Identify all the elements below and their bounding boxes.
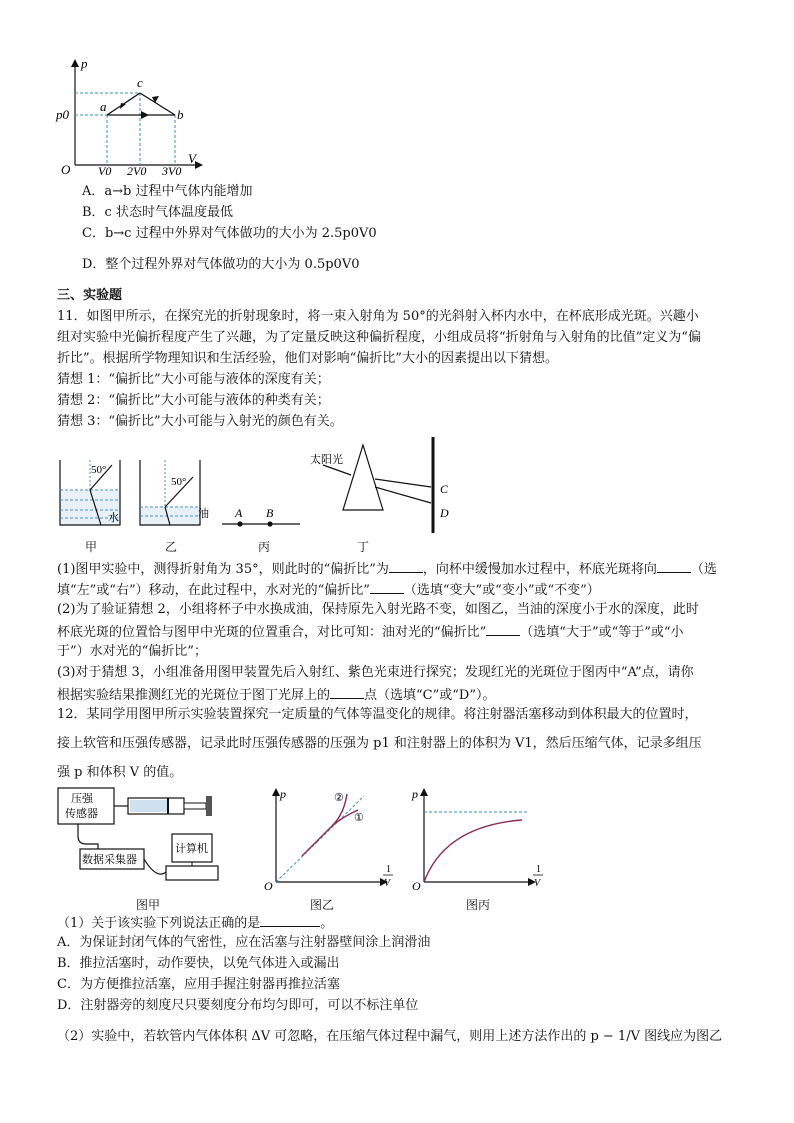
- q11-guess-2: 猜想 2：“偏折比”大小可能与液体的种类有关；: [57, 393, 330, 408]
- q11-sub2-line1: (2)为了验证猜想 2，小组将杯子中水换成油，保持原先入射光路不变，如图乙，当油的深度小于水的深度，此时: [57, 602, 699, 617]
- fig12-jia-caption: 图甲: [136, 898, 161, 912]
- pv-origin: O: [61, 162, 71, 177]
- graph-bing-axis-p: p: [412, 787, 418, 801]
- fig-ding-caption: 丁: [357, 540, 370, 554]
- q10-option-d: D．整个过程外界对气体做功的大小为 0.5p0V0: [82, 257, 360, 272]
- pv-graph: [55, 55, 255, 178]
- q11-sub2-text-b: （选填“大于”或“等于”或“小: [520, 625, 684, 640]
- q11-intro-1: 11．如图甲所示，在探究光的折射现象时，将一束入射角为 50°的光斜射入杯内水中，在杯底形成光斑。兴趣小: [57, 309, 699, 324]
- fig-bing-b: B: [266, 506, 274, 520]
- q11-sub1-text-b: ，向杯中缓慢加水过程中，杯底光斑将向: [422, 562, 657, 577]
- q12-sub1-end: 。: [320, 916, 334, 931]
- q11-blank-3[interactable]: [370, 580, 404, 594]
- computer-label: 计算机: [175, 843, 208, 855]
- fig-yi-angle: 50°: [171, 476, 187, 488]
- graph-yi-x-num: 1: [386, 864, 391, 875]
- q11-sub3-line1: (3)对于猜想 3，小组准备用图甲装置先后入射红、紫色光束进行探究；发现红光的光斑位于图丙中“A”点，请你: [57, 665, 694, 680]
- graph-yi-curve-1: ①: [354, 812, 364, 824]
- q11-sub1-line2: [57, 580, 600, 600]
- pv-v2: 2V0: [127, 164, 147, 178]
- fig12-yi-caption: 图乙: [310, 898, 335, 912]
- graph-yi-origin: O: [264, 879, 273, 893]
- fig-ding-c: C: [440, 482, 449, 496]
- q12-sub2: （2）实验中，若软管内气体体积 ΔV 可忽略，在压缩气体过程中漏气，则用上述方法作出的 p − 1/V 图线应为图乙: [57, 1029, 723, 1044]
- fig12-bing-caption: 图丙: [466, 898, 491, 912]
- q11-sub3-text-a: 根据实验结果推测红光的光斑位于图丁光屏上的: [57, 688, 331, 703]
- q11-sub1-line1: [57, 559, 717, 579]
- q12-option-b: B．推拉活塞时，动作要快，以免气体进入或漏出: [57, 956, 340, 971]
- q12-apparatus: [58, 786, 258, 896]
- q11-intro-2: 组对实验中光偏折程度产生了兴趣，为了定量反映这种偏折程度，小组成员将“折射角与入射角的比值”定义为“偏: [57, 330, 701, 345]
- q11-sub2-line2: [57, 622, 684, 642]
- q10-option-b: B．c 状态时气体温度最低: [82, 205, 233, 220]
- section-title: 三、实验题: [57, 288, 123, 303]
- q11-figures: [55, 435, 475, 545]
- q12-blank-1[interactable]: [260, 913, 320, 927]
- q11-sub3-text-b: 点（选填“C”或“D”）。: [364, 688, 496, 703]
- q12-graph-bing: [410, 786, 555, 896]
- q12-sub1-text: （1）关于该实验下列说法正确的是: [57, 916, 261, 931]
- q11-sub2-text-a: 杯底光斑的位置恰与图甲中光斑的位置重合，对比可知：油对光的“偏折比”: [57, 625, 487, 640]
- fig-jia-water: 水: [108, 512, 119, 524]
- graph-bing-x-num: 1: [536, 864, 541, 875]
- pv-a: a: [100, 99, 107, 114]
- q11-sub1-text-d: 填“左”或“右”）移动，在此过程中，水对光的“偏折比”: [57, 583, 370, 598]
- q11-guess-1: 猜想 1：“偏折比”大小可能与液体的深度有关；: [57, 372, 330, 387]
- pv-axis-p: p: [81, 56, 88, 71]
- fig-ding-sun: 太阳光: [310, 454, 343, 466]
- q11-blank-2[interactable]: [657, 559, 691, 573]
- graph-bing-x-den: V: [534, 878, 541, 889]
- pv-v3: 3V0: [162, 164, 182, 178]
- q11-sub1-text-e: （选填“变大”或“变小”或“不变”）: [403, 583, 600, 598]
- collector-label: 数据采集器: [82, 854, 137, 866]
- q12-line-1: 12．某同学用图甲所示实验装置探究一定质量的气体等温变化的规律。将注射器活塞移动到体积最大的位置时，: [57, 707, 698, 722]
- q11-blank-5[interactable]: [330, 685, 364, 699]
- fig-jia-caption: 甲: [85, 540, 98, 554]
- q11-blank-1[interactable]: [389, 559, 423, 573]
- q10-option-c: C．b→c 过程中外界对气体做功的大小为 2.5p0V0: [82, 226, 377, 241]
- fig-ding-d: D: [440, 506, 449, 520]
- pv-v1: V0: [98, 164, 112, 178]
- q12-graph-yi: [262, 786, 402, 896]
- fig-jia-angle: 50°: [91, 464, 107, 476]
- q11-sub1-text-c: （选: [690, 562, 717, 577]
- pv-p0: p0: [56, 107, 69, 122]
- sensor-label-2: 传感器: [65, 808, 98, 820]
- q11-guess-3: 猜想 3：“偏折比”大小可能与入射光的颜色有关。: [57, 414, 343, 429]
- graph-bing-origin: O: [412, 879, 421, 893]
- q11-sub2-line3: 于”）水对光的“偏折比”；: [57, 644, 207, 659]
- q12-option-d: D．注射器旁的刻度尺只要刻度分布均匀即可，可以不标注单位: [57, 998, 419, 1013]
- sensor-label-1: 压强: [71, 793, 93, 805]
- q12-option-a: A．为保证封闭气体的气密性，应在活塞与注射器壁间涂上润滑油: [57, 935, 431, 950]
- graph-yi-curve-2: ②: [334, 792, 344, 804]
- q12-option-c: C．为方便推拉活塞，应用手握注射器再推拉活塞: [57, 977, 340, 992]
- q11-sub3-line2: [57, 685, 495, 705]
- q11-blank-4[interactable]: [486, 622, 520, 636]
- fig-bing-a: A: [235, 506, 243, 520]
- graph-yi-axis-p: p: [280, 787, 286, 801]
- pv-c: c: [137, 75, 143, 90]
- fig-yi-oil: 油: [198, 508, 209, 520]
- fig-yi-caption: 乙: [165, 540, 178, 554]
- graph-yi-x-den: V: [384, 878, 391, 889]
- fig-bing-caption: 丙: [258, 540, 271, 554]
- q12-line-3: 强 p 和体积 V 的值。: [57, 765, 183, 780]
- pv-b: b: [177, 107, 184, 122]
- pv-axis-v: V: [188, 151, 196, 166]
- q12-line-2: 接上软管和压强传感器，记录此时压强传感器的压强为 p1 和注射器上的体积为 V1，然后压缩气体，记录多组压: [57, 736, 702, 751]
- q11-sub1-text-a: (1)图甲实验中，测得折射角为 35°，则此时的“偏折比”为: [57, 562, 389, 577]
- q10-option-a: A．a→b 过程中气体内能增加: [82, 184, 253, 199]
- q12-sub1: [57, 913, 333, 933]
- q11-intro-3: 折比”。根据所学物理知识和生活经验，他们对影响“偏折比”大小的因素提出以下猜想。: [57, 351, 558, 366]
